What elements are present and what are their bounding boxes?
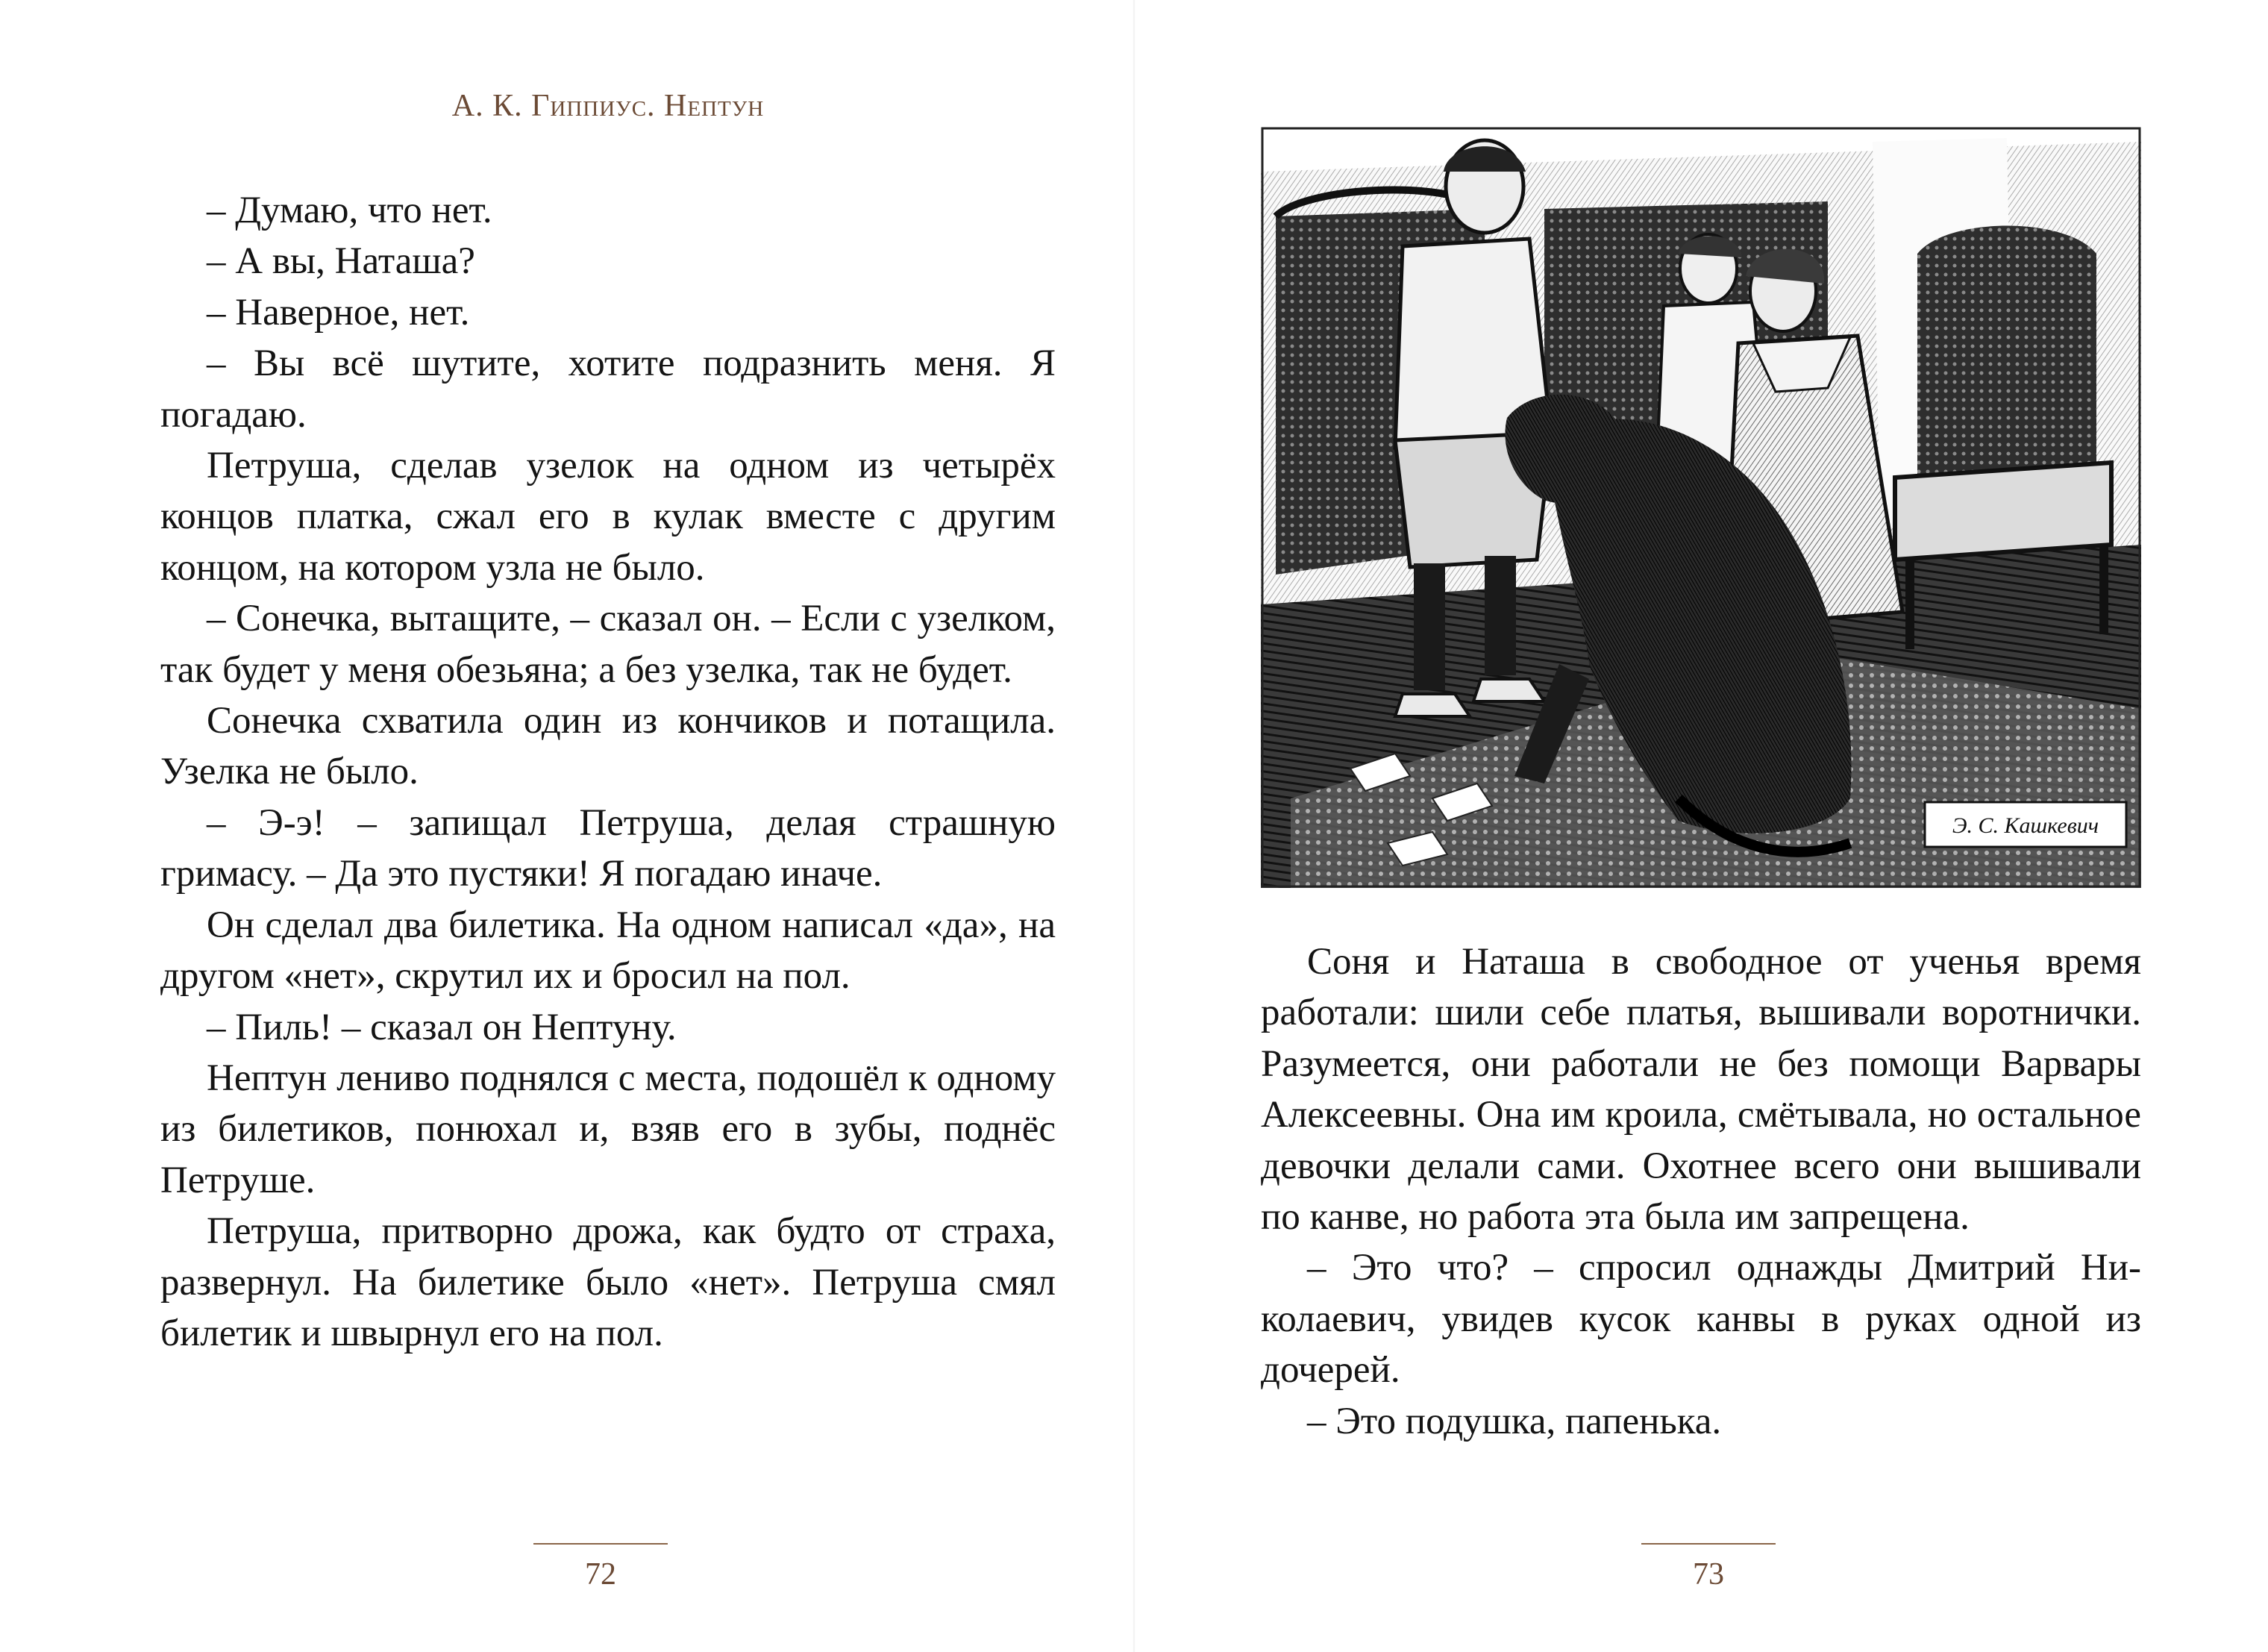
- right-text-block: [1261, 936, 2141, 1447]
- paragraph: – Думаю, что нет.: [207, 190, 492, 231]
- paragraph: – Пиль! – сказал он Нептуну.: [207, 1006, 677, 1048]
- left-text-block: [160, 185, 1056, 1359]
- page-number: 72: [585, 1557, 616, 1592]
- engraving-drawing: [1261, 127, 2141, 888]
- paragraph: Нептун лениво поднялся с места, подошёл к одному из билетиков, понюхал и, взяв его в зубы, поднёс Петруше.: [160, 1057, 1056, 1201]
- paragraph: – Наверное, нет.: [207, 291, 470, 334]
- paragraph: – Э-э! – запищал Петруша, делая страшную гримасу. – Да это пустяки! Я погадаю иначе.: [160, 801, 1056, 895]
- boy-leg-left: [1414, 563, 1445, 690]
- paragraph: – Это подушка, папенька.: [1307, 1400, 1722, 1442]
- folio-rule: [533, 1543, 668, 1545]
- right-page: [1134, 0, 2268, 1652]
- folio-rule: [1641, 1543, 1776, 1545]
- armchair-back: [1917, 226, 2096, 478]
- engraving-illustration: [1261, 127, 2141, 888]
- boy-leg-right: [1485, 556, 1516, 675]
- page-number: 73: [1693, 1557, 1724, 1592]
- illustrator-signature: Э. С. Кашкевич: [1952, 813, 2099, 838]
- paragraph: – Сонечка, вытащите, – сказал он. – Если с узелком, так будет у меня обезьяна; а без узелка, так не будет.: [160, 598, 1056, 691]
- paragraph: Сонечка схватила один из кончиков и потащила. Узелка не было.: [160, 700, 1056, 793]
- running-head: А. К. Гиппиус. Нептун: [451, 89, 765, 123]
- armchair-seat: [1895, 463, 2111, 560]
- paragraph: – Вы всё шутите, хотите подразнить меня. Я погадаю.: [160, 342, 1056, 436]
- paragraph: Петруша, сделав узелок на одном из четырёх концов платка, сжал его в кулак вместе с другим концом, на котором узла не было.: [160, 445, 1056, 589]
- paragraph: Соня и Наташа в свободное от ученья время работали: шили себе платья, вышивали воротнички. Разумеется, они работали не без помощи Варвары Алексеевны. Она им кроила, смётывала, но остальное девочки делали сами. Охотнее всего они вышивали по канве, но работа эта была им запрещена.: [1261, 941, 2141, 1239]
- paragraph: Он сделал два билетика. На одном написал «да», на другом «нет», скрутил их и бросил на пол.: [160, 904, 1056, 998]
- paragraph: Петруша, притворно дрожа, как будто от страха, развернул. На билетике было «нет». Петруша смял билетик и швырнул его на пол.: [160, 1210, 1056, 1354]
- paragraph: – А вы, Наташа?: [207, 240, 475, 283]
- paragraph: – Это что? – спросил однажды Дмитрий Николаевич, увидев кусок канвы в руках одной из дочерей.: [1261, 1247, 2141, 1392]
